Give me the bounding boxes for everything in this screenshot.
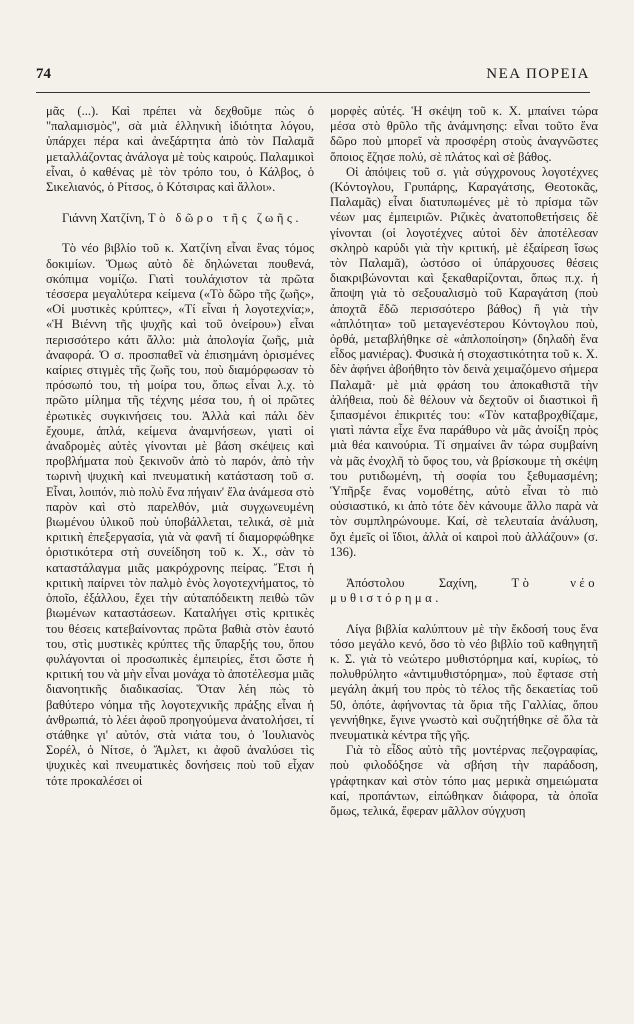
header-rule <box>36 92 590 93</box>
review-author: Ἀπόστολου Σαχίνη, <box>346 576 478 591</box>
review-title: Τὸ δῶρο τῆς ζωῆς. <box>147 211 303 226</box>
review-heading <box>46 211 314 226</box>
running-header <box>36 66 590 90</box>
right-column <box>330 104 598 819</box>
journal-title: ΝΕΑ ΠΟΡΕΙΑ <box>486 66 590 82</box>
paragraph: Λίγα βιβλία καλύπτουν μὲ τὴν ἔκδοσή τους ἕνα τόσο μεγάλο κενό, ὅσο τὸ νέο βιβλίο τοῦ καθηγητῆ κ. Σ. γιὰ τὸ νεώτερο μυθιστόρημα καί, κυρίως, τὸ πολυθρύλητο «ἀντιμυθιστόρημα», ποὺ ἔφτασε στὴ μεγάλη ἀκμή του πρὸς τὸ τέλος τῆς δεκαετίας τοῦ 50, ὁπότε, ἀφήνοντας τὰ ὅρια τῆς Γαλλίας, ὅπου γεννήθηκε, ἔγινε γνωστὸ καὶ συζητήθηκε σὲ ὅλα τὰ πνευματικὰ κέντρα τῆς γῆς. <box>330 621 598 742</box>
paragraph: Οἱ ἀπόψεις τοῦ σ. γιὰ σύγχρονους λογοτέχνες (Κόντογλου, Γρυπάρης, Καραγάτσης, Θεοτοκᾶς, Παλαμᾶς) εἶναι διατυπωμένες μὲ τὸ πρίσμα τῶν νέων μας ἐμπειριῶν. Ριζικὲς ἀνατοποθετήσεις δὲ γίνονται (οἱ λογοτέχνες αὐτοὶ δὲν ἀποτέλεσαν σκληρὸ καρύδι γιὰ τὴν κριτική, μὲ ἐξαίρεση ἴσως τὸν Παλαμᾶ), ὡστόσο οἱ ὑπάρχουσες θέσεις διακριβώνονται καὶ ξεκαθαρίζονται, ὅπως π.χ. ἡ ἄποψη γιὰ τὸ σεξουαλισμὸ τοῦ Καραγάτση (ποὺ ἀποχτᾶ ἔδῶ περισσότερο βάθος) ἢ γιὰ τὴν «ἁπλότητα» τοῦ μεταγενέστερου Κόντογλου ποὺ, ὀρθά, μεταβλήθηκε σὲ «ἁπλοποίηση» (δηλαδὴ ἕνα εἶδος μανιέρας). Φυσικὰ ἡ στοχαστικότητα τοῦ κ. Χ. δὲν ἀφήνει ἀβοήθητο τὸν δεινὰ χειμαζόμενο σήμερα Παλαμᾶ· μὲ μιὰ φράση του ἀποκαθιστᾶ τὴν ἀλήθεια, ποὺ δὲ θέλουν νὰ δεχτοῦν οἱ διαστικοὶ ἢ ξιπασμένοι ἐπικριτές του: «Τὸν καταβροχθίζαμε, γιατὶ πάντα εἶχε ἕνα παράθυρο νὰ μᾶς ἀνοίξη πρὸς μιὰ θέα καινούρια. Τί σημαίνει ἂν τώρα συμβαίνη νὰ μᾶς ἐνοχλῆ τὸ ὕφος του, νὰ βρίσκουμε τὴ σκέψη του ρυτιδωμένη, τὴ σοφία του ξεθυμασμένη; Ὑπῆρξε ἕνας νομοθέτης, αὐτὸ εἶναι τὸ πιὸ οὐσιαστικό, κι ἀπὸ τότε δὲν κάνουμε ἄλλο παρὰ νὰ τὸν συμπληρώνουμε. Καί, σὲ τελευταία ἀνάλυση, ὄχι ἐμεῖς οἱ ἴδιοι, ἀλλὰ οἱ καιροὶ ποὺ ἀλλάζουν» (σ. 136). <box>330 164 598 559</box>
paragraph: Γιὰ τὸ εἶδος αὐτὸ τῆς μοντέρνας πεζογραφίας, ποὺ φιλοδόξησε νὰ σβήση τὴν παράδοση, γράφτηκαν καὶ στὸν τόπο μας μερικὰ σημειώματα καί, προπάντων, εἰπώθηκαν διάφορα, τὰ ὁποῖα ὅμως, τελικά, ἔφεραν μᾶλλον σύγχυση <box>330 743 598 818</box>
review-title: Τὸ νέο μυθιστόρημα. <box>330 576 598 606</box>
paragraph: μορφὲς αὐτές. Ἡ σκέψη τοῦ κ. Χ. μπαίνει τώρα μέσα στὸ θρῦλο τῆς ἀνάμνησης: εἶναι τοῦτο ἕνα δῶρο ποὺ μπορεῖ νὰ προσφέρη στοὺς ἀναγνῶστες ὅποιος ἔζησε πολύ, σὲ πλάτος καὶ σὲ βάθος. <box>330 104 598 164</box>
paragraph: Τὸ νέο βιβλίο τοῦ κ. Χατζίνη εἶναι ἕνας τόμος δοκιμίων. Ὅμως αὐτὸ δὲ δηλώνεται πουθενά, σκόπιμα νομίζω. Γιατὶ τουλάχιστον τὰ πρῶτα τέσσερα μεγαλύτερα κείμενα («Τὸ δῶρο τῆς ζωῆς», «Οἱ μυστικὲς κρύπτες», «Τί εἶναι ἡ λογοτεχνία;», «Ἡ Βιέννη τῆς ψυχῆς καὶ τοῦ ὀνείρου») εἶναι περισσότερο κάτι ἄλλο: μιὰ ἀπολογία ζωῆς, μιὰ ἀναφορά. Ὁ σ. προσπαθεῖ νὰ ἐπισημάνη ὁρισμένες καίριες στιγμὲς τῆς ζωῆς του, ποὺ διαμόρφωσαν τὸ πρόσωπό του, τὴ μοίρα του, ὅπως εἶναι λ.χ. τὸ πρῶτο μίλημα τῆς τέχνης μέσα του, ἡ οἱ πρῶτες ἐρωτικὲς συγκινήσεις του. Ἀλλὰ καὶ πάλι δὲν ἔχουμε, ἁπλά, κείμενα ἀναμνήσεων, γιατὶ οἱ ἀναδρομὲς αὐτὲς γίνονται μὲ βάση σκέψεις καὶ προβλήματα ποὺ ξεκινοῦν ἀπὸ τὸ παρόν, ἀπὸ τὴν τωρινὴ ψυχικὴ καὶ πνευματικὴ κατάσταση τοῦ σ. Εἶναι, λοιπόν, πιὸ πολὺ ἕνα πήγαιν' ἔλα ἀνάμεσα στὸ παρὸν καὶ στὸ παρελθόν, μιὰ συγχωνευμένη βιωμένου ὑλικοῦ ποὺ ὑποβάλλεται, τελικά, σὲ μιὰ κριτικὴ ἐπεξεργασία, γιὰ νὰ φανῆ τί διαμορφώθηκε ὁριστικότερα στὴ συνείδηση τοῦ κ. Χ., σὰν τὸ καταστάλαγμα μιᾶς μακρόχρονης πείρας. Ἔτσι ἡ κριτικὴ παίρνει τὸν παλμὸ ἑνὸς λογοτεχνήματος, τὸ ὁποῖο, ἐξάλλου, ἔχει τὴν αὐταπόδεικτη πειθὼ τῶν βιωμένων καταστάσεων. Καταλήγει στὶς κριτικὲς του θέσεις κατεβαίνοντας πρῶτα βαθιὰ στὸν ἑαυτό του, στὶς μυστικὲς κρύπτες τῆς ὕπαρξής του, ὅπου φυλάγονται οἱ προσωπικὲς ἐμπειρίες, ἔτσι ὥστε ἡ κριτική του νὰ μὴν εἶναι μονάχα τὸ ἀποτέλεσμα μιᾶς διανοητικῆς διαδικασίας. Ὅταν λέη πὼς τὸ βαθύτερο νόημα τῆς λογοτεχνικῆς πράξης εἶναι ἡ ἀνθρωπιά, τὸ λέει ἀφοῦ προηγούμενα ἀνατολήσει, τί στάθηκε γι' αὐτόν, στὰ νιάτα του, ὁ Ἰουλιανὸς Σορέλ, ὁ Νίτσε, ὁ Ἄμλετ, κι ἀφοῦ ἀναλύσει τὶς ψυχικὲς καὶ πνευματικὲς δονήσεις ποὺ τοῦ εἶχαν τότε προκαλέσει οἱ <box>46 241 314 788</box>
review-author: Γιάννη Χατζίνη, <box>62 211 145 226</box>
left-column <box>46 104 314 789</box>
page-number: 74 <box>36 66 51 82</box>
paragraph: μᾶς (...). Καὶ πρέπει νὰ δεχθοῦμε πὼς ὁ "παλαμισμὸς", σὰ μιὰ ἑλληνικὴ ἰδιότητα λόγου, ὑπάρχει πέρα καὶ ἀνεξάρτητα ἀπὸ τὸν Παλαμᾶ μεταλλάζοντας ἀνάλογα μὲ τοὺς καιρούς. Παλαμικοὶ εἶναι, ὁ καθένας μὲ τὸν τρόπο του, ὁ Κάλβος, ὁ Σικελιανός, ὁ Ρίτσος, ὁ Κότσιρας καὶ ἄλλοι». <box>46 104 314 195</box>
review-heading <box>330 576 598 606</box>
